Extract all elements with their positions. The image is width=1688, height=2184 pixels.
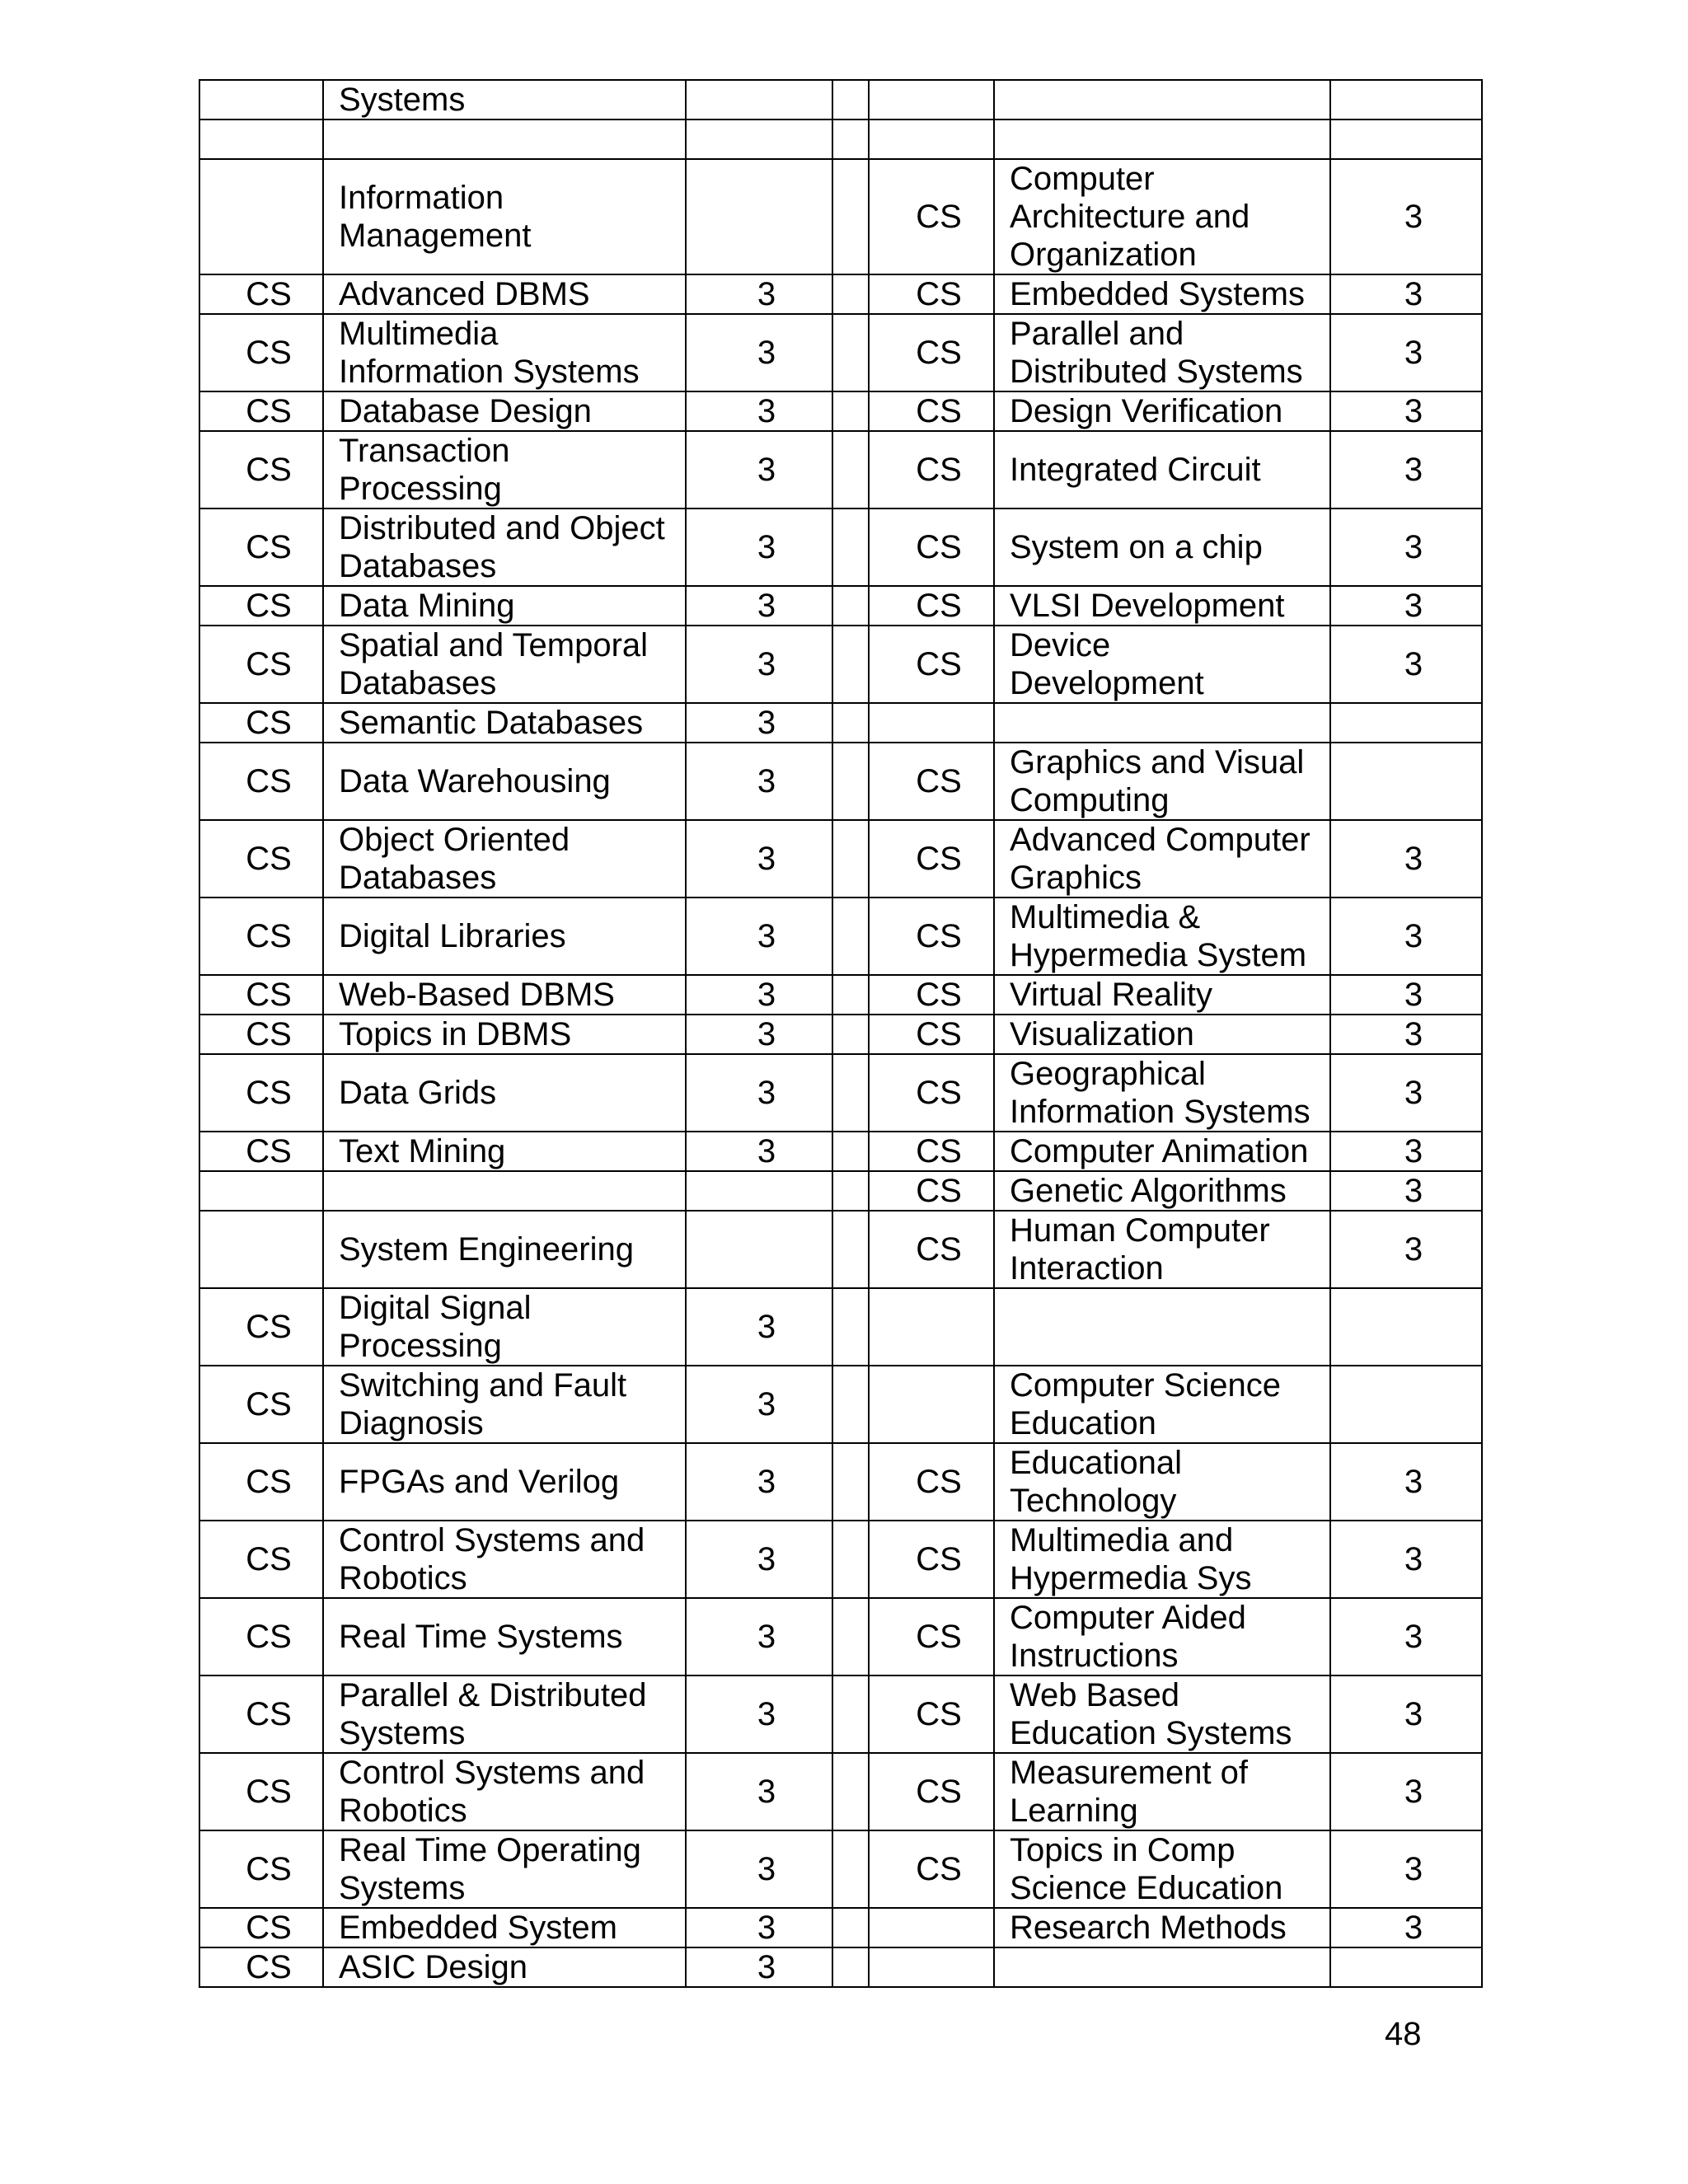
left-course-title: Switching and Fault Diagnosis [323, 1366, 686, 1443]
left-credit-hours: 3 [686, 1132, 832, 1171]
right-course-title: Visualization [994, 1015, 1330, 1054]
left-course-title: Web-Based DBMS [323, 975, 686, 1015]
column-gap [832, 820, 869, 898]
left-course-code [199, 159, 323, 274]
right-course-title: Genetic Algorithms [994, 1171, 1330, 1211]
left-course-title: Database Design [323, 391, 686, 431]
left-course-title: Transaction Processing [323, 431, 686, 509]
right-credit-hours: 3 [1330, 898, 1482, 975]
left-credit-hours: 3 [686, 1675, 832, 1753]
left-course-title: Control Systems and Robotics [323, 1753, 686, 1830]
column-gap [832, 391, 869, 431]
left-credit-hours: 3 [686, 431, 832, 509]
right-course-code: CS [869, 1753, 994, 1830]
left-course-code [199, 80, 323, 120]
left-credit-hours: 3 [686, 1521, 832, 1598]
right-credit-hours: 3 [1330, 626, 1482, 703]
left-course-code: CS [199, 1947, 323, 1987]
table-row [199, 1675, 1482, 1753]
left-credit-hours: 3 [686, 703, 832, 743]
right-course-code: CS [869, 975, 994, 1015]
right-credit-hours: 3 [1330, 975, 1482, 1015]
right-course-code: CS [869, 1015, 994, 1054]
right-credit-hours: 3 [1330, 1054, 1482, 1132]
column-gap [832, 1947, 869, 1987]
right-course-title: Integrated Circuit [994, 431, 1330, 509]
column-gap [832, 159, 869, 274]
right-course-code [869, 1908, 994, 1947]
right-credit-hours [1330, 1947, 1482, 1987]
table-row [199, 1054, 1482, 1132]
right-course-title: Virtual Reality [994, 975, 1330, 1015]
right-credit-hours: 3 [1330, 586, 1482, 626]
table-row [199, 975, 1482, 1015]
left-course-title [323, 120, 686, 159]
left-credit-hours: 3 [686, 274, 832, 314]
right-credit-hours: 3 [1330, 391, 1482, 431]
right-course-code: CS [869, 1171, 994, 1211]
column-gap [832, 1598, 869, 1675]
right-credit-hours [1330, 80, 1482, 120]
right-course-code [869, 1947, 994, 1987]
column-gap [832, 743, 869, 820]
left-course-code: CS [199, 1054, 323, 1132]
left-course-title [323, 1171, 686, 1211]
right-credit-hours: 3 [1330, 1171, 1482, 1211]
left-course-code: CS [199, 1675, 323, 1753]
table-row [199, 586, 1482, 626]
right-course-code [869, 1366, 994, 1443]
right-course-title: Computer Animation [994, 1132, 1330, 1171]
right-course-title [994, 1947, 1330, 1987]
left-course-title: Real Time Systems [323, 1598, 686, 1675]
left-course-code: CS [199, 898, 323, 975]
table-row [199, 391, 1482, 431]
column-gap [832, 898, 869, 975]
right-course-code: CS [869, 159, 994, 274]
right-course-title: VLSI Development [994, 586, 1330, 626]
right-course-title [994, 1288, 1330, 1366]
right-course-title: Geographical Information Systems [994, 1054, 1330, 1132]
left-course-code: CS [199, 391, 323, 431]
left-course-code: CS [199, 975, 323, 1015]
left-course-code: CS [199, 1132, 323, 1171]
right-credit-hours: 3 [1330, 1830, 1482, 1908]
right-credit-hours: 3 [1330, 1443, 1482, 1521]
column-gap [832, 1366, 869, 1443]
table-row [199, 314, 1482, 391]
left-credit-hours: 3 [686, 1598, 832, 1675]
left-course-title: Advanced DBMS [323, 274, 686, 314]
left-credit-hours: 3 [686, 626, 832, 703]
column-gap [832, 120, 869, 159]
right-credit-hours: 3 [1330, 1598, 1482, 1675]
left-course-title: Data Mining [323, 586, 686, 626]
left-credit-hours: 3 [686, 586, 832, 626]
left-course-code: CS [199, 1015, 323, 1054]
table-row [199, 1753, 1482, 1830]
right-credit-hours: 3 [1330, 820, 1482, 898]
left-course-title: Parallel & Distributed Systems [323, 1675, 686, 1753]
table-row [199, 1598, 1482, 1675]
right-course-code: CS [869, 274, 994, 314]
right-course-code: CS [869, 898, 994, 975]
right-course-title: Design Verification [994, 391, 1330, 431]
left-course-title: Multimedia Information Systems [323, 314, 686, 391]
right-course-title: Device Development [994, 626, 1330, 703]
right-course-code: CS [869, 1132, 994, 1171]
right-credit-hours: 3 [1330, 1521, 1482, 1598]
right-course-title: Computer Aided Instructions [994, 1598, 1330, 1675]
table-row [199, 1211, 1482, 1288]
column-gap [832, 975, 869, 1015]
right-course-code [869, 1288, 994, 1366]
left-credit-hours: 3 [686, 743, 832, 820]
right-credit-hours [1330, 120, 1482, 159]
right-course-code: CS [869, 1443, 994, 1521]
left-course-code: CS [199, 626, 323, 703]
column-gap [832, 274, 869, 314]
left-course-code: CS [199, 1753, 323, 1830]
right-course-code: CS [869, 1521, 994, 1598]
right-credit-hours: 3 [1330, 314, 1482, 391]
left-course-code: CS [199, 743, 323, 820]
column-gap [832, 626, 869, 703]
left-credit-hours: 3 [686, 975, 832, 1015]
table-row [199, 626, 1482, 703]
column-gap [832, 1521, 869, 1598]
right-course-title: Topics in Comp Science Education [994, 1830, 1330, 1908]
left-credit-hours: 3 [686, 1947, 832, 1987]
left-credit-hours [686, 1211, 832, 1288]
left-course-title: Control Systems and Robotics [323, 1521, 686, 1598]
right-course-title: Embedded Systems [994, 274, 1330, 314]
left-course-code [199, 1171, 323, 1211]
left-credit-hours: 3 [686, 1443, 832, 1521]
left-course-title: Embedded System [323, 1908, 686, 1947]
left-course-code [199, 1211, 323, 1288]
left-credit-hours: 3 [686, 1015, 832, 1054]
left-credit-hours [686, 159, 832, 274]
column-gap [832, 1753, 869, 1830]
left-credit-hours [686, 80, 832, 120]
right-course-title: Graphics and Visual Computing [994, 743, 1330, 820]
left-credit-hours: 3 [686, 1753, 832, 1830]
left-course-title: Digital Signal Processing [323, 1288, 686, 1366]
right-course-code [869, 120, 994, 159]
left-course-code: CS [199, 1366, 323, 1443]
right-credit-hours: 3 [1330, 1211, 1482, 1288]
table-row [199, 820, 1482, 898]
left-course-title: Data Grids [323, 1054, 686, 1132]
left-course-code: CS [199, 431, 323, 509]
right-credit-hours [1330, 1366, 1482, 1443]
table-row [199, 703, 1482, 743]
column-gap [832, 431, 869, 509]
column-gap [832, 1132, 869, 1171]
right-course-code: CS [869, 391, 994, 431]
right-credit-hours: 3 [1330, 509, 1482, 586]
table-row [199, 1830, 1482, 1908]
column-gap [832, 1211, 869, 1288]
right-course-title: Measurement of Learning [994, 1753, 1330, 1830]
right-credit-hours [1330, 703, 1482, 743]
left-course-code: CS [199, 1521, 323, 1598]
left-credit-hours: 3 [686, 1288, 832, 1366]
table-row [199, 1171, 1482, 1211]
right-credit-hours: 3 [1330, 431, 1482, 509]
left-credit-hours: 3 [686, 1366, 832, 1443]
table-row [199, 743, 1482, 820]
table-row [199, 1132, 1482, 1171]
right-course-title: Computer Architecture and Organization [994, 159, 1330, 274]
right-course-code [869, 703, 994, 743]
table-row [199, 274, 1482, 314]
table-row [199, 509, 1482, 586]
left-course-title: Text Mining [323, 1132, 686, 1171]
left-course-code [199, 120, 323, 159]
table-row [199, 80, 1482, 120]
right-course-code: CS [869, 820, 994, 898]
right-course-code: CS [869, 509, 994, 586]
table-row [199, 1908, 1482, 1947]
left-course-code: CS [199, 1830, 323, 1908]
right-course-title: System on a chip [994, 509, 1330, 586]
left-credit-hours [686, 1171, 832, 1211]
right-course-title: Research Methods [994, 1908, 1330, 1947]
right-course-code: CS [869, 431, 994, 509]
left-credit-hours: 3 [686, 1054, 832, 1132]
left-course-code: CS [199, 1288, 323, 1366]
table-row [199, 159, 1482, 274]
left-course-code: CS [199, 509, 323, 586]
right-credit-hours: 3 [1330, 274, 1482, 314]
right-course-title [994, 120, 1330, 159]
right-course-code [869, 80, 994, 120]
right-course-title: Parallel and Distributed Systems [994, 314, 1330, 391]
left-course-title: ASIC Design [323, 1947, 686, 1987]
table-row [199, 1366, 1482, 1443]
right-course-title: Multimedia & Hypermedia System [994, 898, 1330, 975]
column-gap [832, 1830, 869, 1908]
column-gap [832, 1288, 869, 1366]
right-credit-hours [1330, 743, 1482, 820]
right-course-title: Web Based Education Systems [994, 1675, 1330, 1753]
table-row [199, 898, 1482, 975]
table-row [199, 1443, 1482, 1521]
column-gap [832, 586, 869, 626]
left-credit-hours: 3 [686, 820, 832, 898]
column-gap [832, 1171, 869, 1211]
right-course-code: CS [869, 314, 994, 391]
left-course-code: CS [199, 703, 323, 743]
right-course-title [994, 703, 1330, 743]
left-credit-hours: 3 [686, 509, 832, 586]
left-credit-hours [686, 120, 832, 159]
left-course-title: Systems [323, 80, 686, 120]
right-credit-hours: 3 [1330, 1675, 1482, 1753]
left-credit-hours: 3 [686, 1908, 832, 1947]
right-course-code: CS [869, 1211, 994, 1288]
table-row [199, 1947, 1482, 1987]
left-course-title: Semantic Databases [323, 703, 686, 743]
left-course-code: CS [199, 1908, 323, 1947]
left-course-title: Data Warehousing [323, 743, 686, 820]
column-gap [832, 1054, 869, 1132]
right-course-title: Human Computer Interaction [994, 1211, 1330, 1288]
left-course-title: Topics in DBMS [323, 1015, 686, 1054]
right-credit-hours: 3 [1330, 1132, 1482, 1171]
column-gap [832, 80, 869, 120]
left-course-code: CS [199, 1443, 323, 1521]
right-course-code: CS [869, 1598, 994, 1675]
right-course-title [994, 80, 1330, 120]
right-course-title: Advanced Computer Graphics [994, 820, 1330, 898]
column-gap [832, 1443, 869, 1521]
right-credit-hours: 3 [1330, 1015, 1482, 1054]
column-gap [832, 1908, 869, 1947]
table-row [199, 1015, 1482, 1054]
table-row [199, 1521, 1482, 1598]
left-course-code: CS [199, 1598, 323, 1675]
left-course-title: FPGAs and Verilog [323, 1443, 686, 1521]
left-course-code: CS [199, 314, 323, 391]
right-credit-hours: 3 [1330, 1908, 1482, 1947]
right-course-code: CS [869, 586, 994, 626]
right-course-code: CS [869, 1675, 994, 1753]
left-credit-hours: 3 [686, 391, 832, 431]
column-gap [832, 509, 869, 586]
right-course-title: Educational Technology [994, 1443, 1330, 1521]
right-credit-hours: 3 [1330, 1753, 1482, 1830]
left-course-code: CS [199, 820, 323, 898]
right-course-title: Multimedia and Hypermedia Sys [994, 1521, 1330, 1598]
right-course-title: Computer Science Education [994, 1366, 1330, 1443]
left-course-code: CS [199, 586, 323, 626]
right-course-code: CS [869, 743, 994, 820]
left-course-title: Digital Libraries [323, 898, 686, 975]
table-body [199, 80, 1482, 1987]
page-number: 48 [1385, 2016, 1422, 2052]
left-course-title: Object Oriented Databases [323, 820, 686, 898]
right-course-code: CS [869, 1054, 994, 1132]
column-gap [832, 314, 869, 391]
column-gap [832, 703, 869, 743]
left-course-title: Information Management [323, 159, 686, 274]
left-course-title: Real Time Operating Systems [323, 1830, 686, 1908]
left-course-title: Distributed and Object Databases [323, 509, 686, 586]
left-course-title: System Engineering [323, 1211, 686, 1288]
column-gap [832, 1675, 869, 1753]
right-credit-hours: 3 [1330, 159, 1482, 274]
left-credit-hours: 3 [686, 1830, 832, 1908]
left-credit-hours: 3 [686, 898, 832, 975]
table-row [199, 120, 1482, 159]
table-row [199, 431, 1482, 509]
left-course-title: Spatial and Temporal Databases [323, 626, 686, 703]
right-course-code: CS [869, 1830, 994, 1908]
left-credit-hours: 3 [686, 314, 832, 391]
left-course-code: CS [199, 274, 323, 314]
right-credit-hours [1330, 1288, 1482, 1366]
course-table [199, 79, 1483, 1988]
table-row [199, 1288, 1482, 1366]
column-gap [832, 1015, 869, 1054]
right-course-code: CS [869, 626, 994, 703]
